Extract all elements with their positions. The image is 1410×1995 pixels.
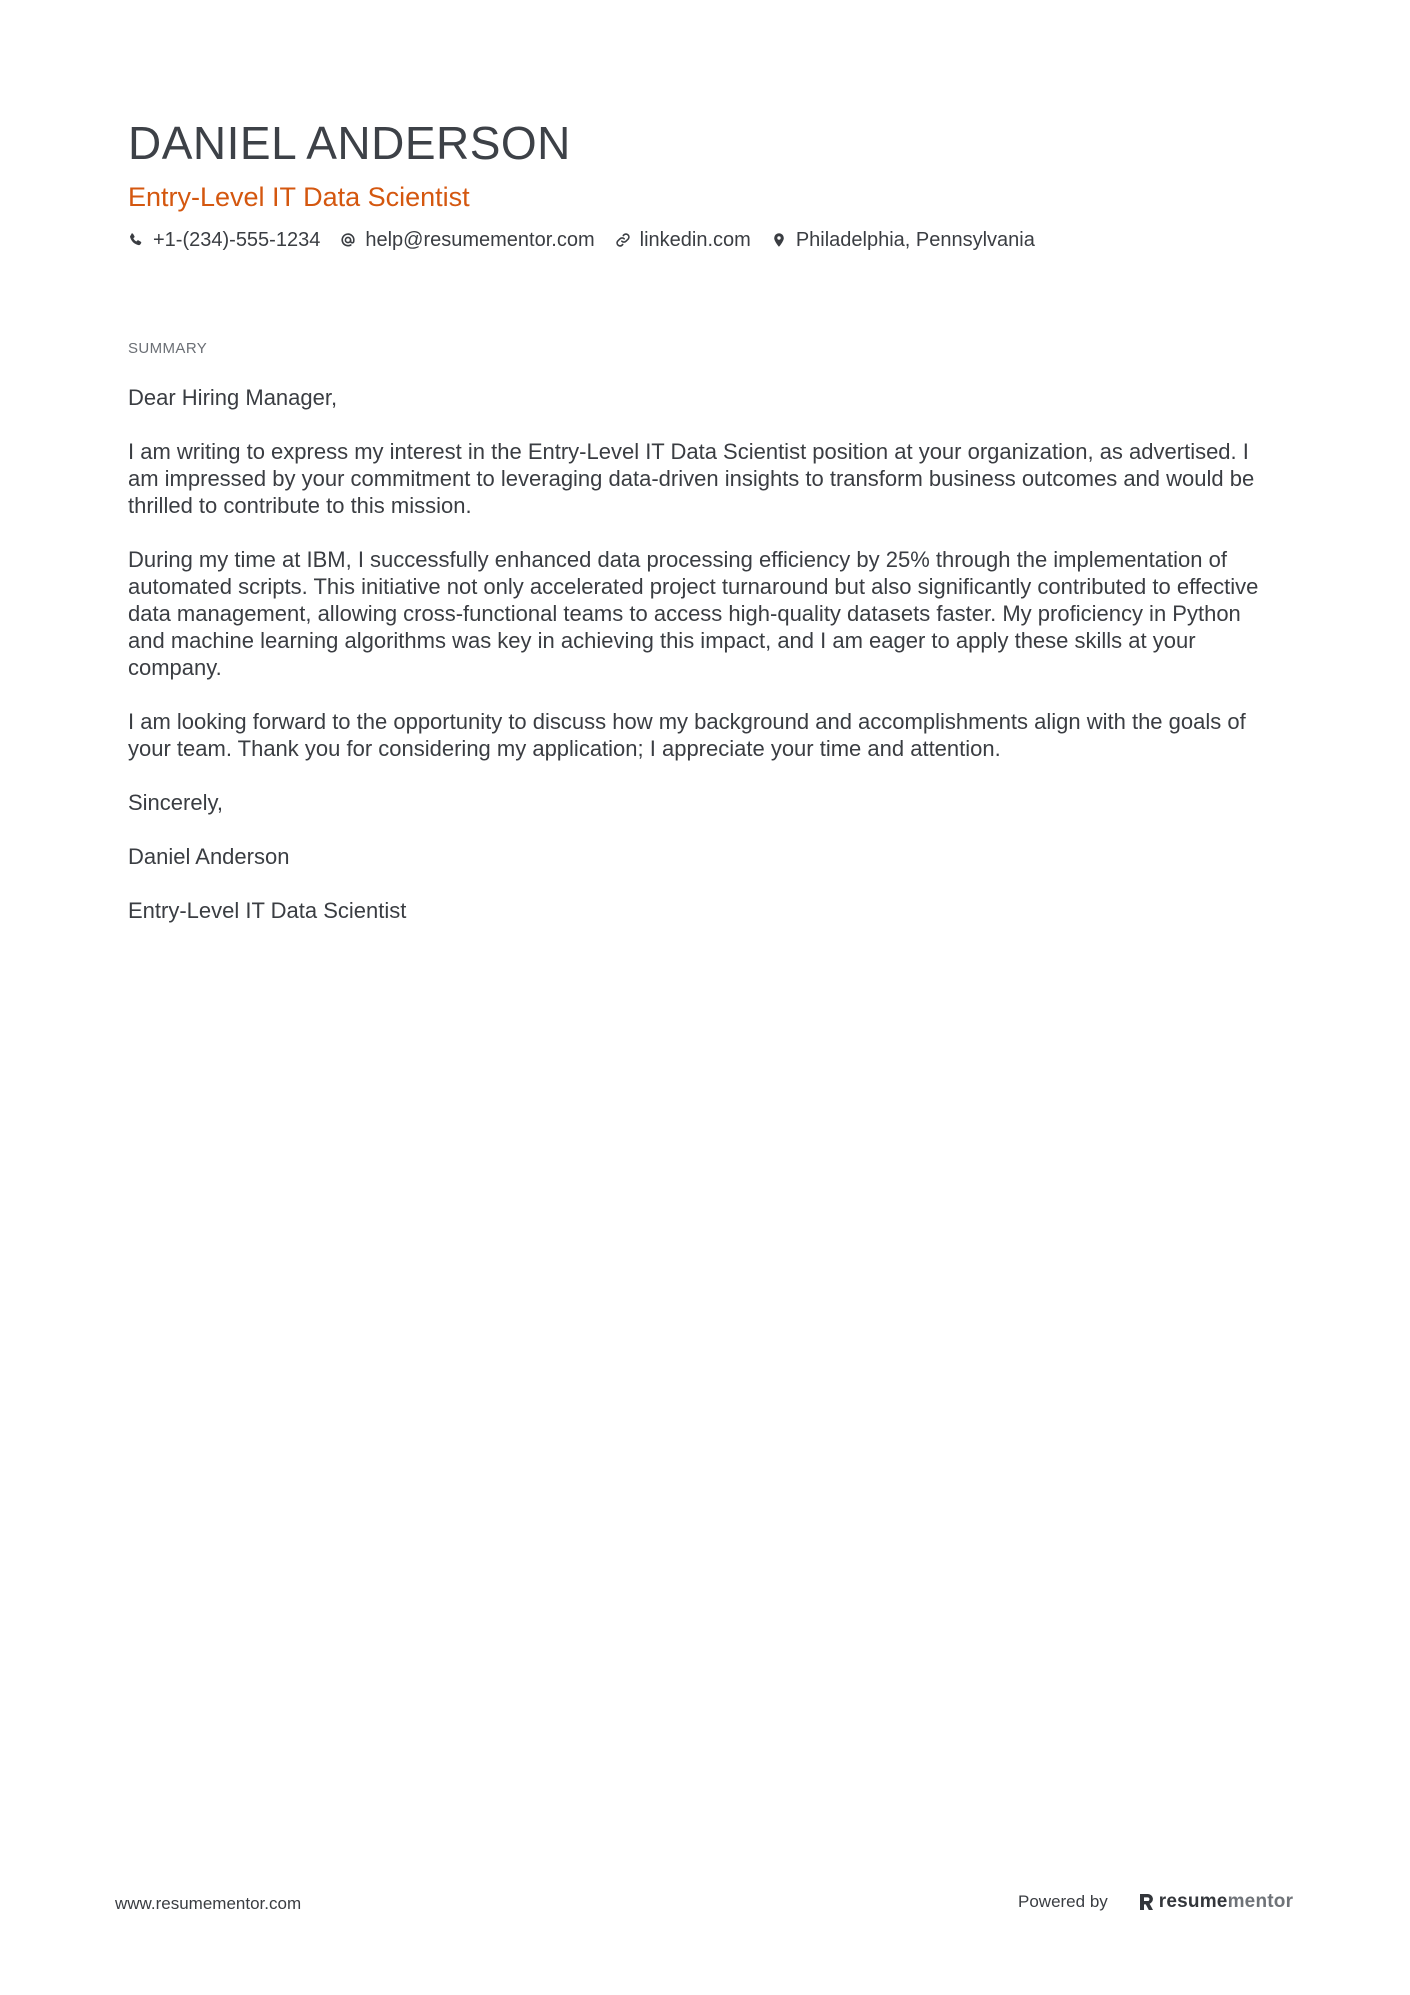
letter-greeting: Dear Hiring Manager, — [128, 385, 338, 410]
powered-by-label: Powered by — [1018, 1892, 1108, 1911]
contact-bar — [128, 228, 1055, 252]
contact-email[interactable] — [340, 228, 594, 252]
summary-heading: SUMMARY — [128, 340, 208, 357]
contact-linkedin[interactable] — [615, 228, 751, 252]
letter-paragraph: During my time at IBM, I successfully enhanced data processing efficiency by 25% through the implementation of automated scripts. This initiative not only accelerated project turnaround but also significantly contributed to effective data management, allowing cross-functional teams to access high-quality datasets faster. My proficiency in Python and machine learning algorithms was key in achieving this impact, and I am eager to apply these skills at your company. — [128, 547, 1259, 680]
resumementor-logo-icon — [1138, 1892, 1155, 1912]
email-text: help@resumementor.com — [365, 229, 595, 251]
signature-title: Entry-Level IT Data Scientist — [128, 898, 407, 923]
footer-website-link[interactable]: www.resumementor.com — [115, 1894, 302, 1913]
letter-closing: Sincerely, — [128, 790, 223, 815]
location-text: Philadelphia, Pennsylvania — [795, 229, 1035, 251]
job-title: Entry-Level IT Data Scientist — [128, 182, 470, 212]
at-icon — [340, 232, 356, 248]
link-icon — [615, 232, 631, 248]
phone-text: +1-(234)-555-1234 — [153, 229, 321, 251]
phone-icon — [128, 232, 144, 248]
powered-by — [1018, 1891, 1293, 1913]
contact-phone[interactable] — [128, 228, 320, 252]
contact-location — [771, 228, 1035, 252]
location-pin-icon — [771, 232, 787, 248]
signature-name: Daniel Anderson — [128, 844, 290, 869]
applicant-name: DANIEL ANDERSON — [128, 117, 571, 169]
letter-paragraph: I am writing to express my interest in the Entry-Level IT Data Scientist position at your organization, as advertised. I am impressed by your commitment to leveraging data-driven insights to transform business outcomes and would be thrilled to contribute to this mission. — [128, 439, 1255, 518]
letter-paragraph: I am looking forward to the opportunity to discuss how my background and accomplishments align with the goals of your team. Thank you for considering my application; I appreciate your time and attention. — [128, 709, 1246, 761]
brand-name-bold: resume — [1158, 1891, 1228, 1912]
linkedin-text: linkedin.com — [639, 229, 751, 251]
letter-body — [128, 384, 1278, 951]
brand-name-light: mentor — [1227, 1891, 1294, 1912]
brand-logo-link[interactable] — [1138, 1891, 1293, 1913]
